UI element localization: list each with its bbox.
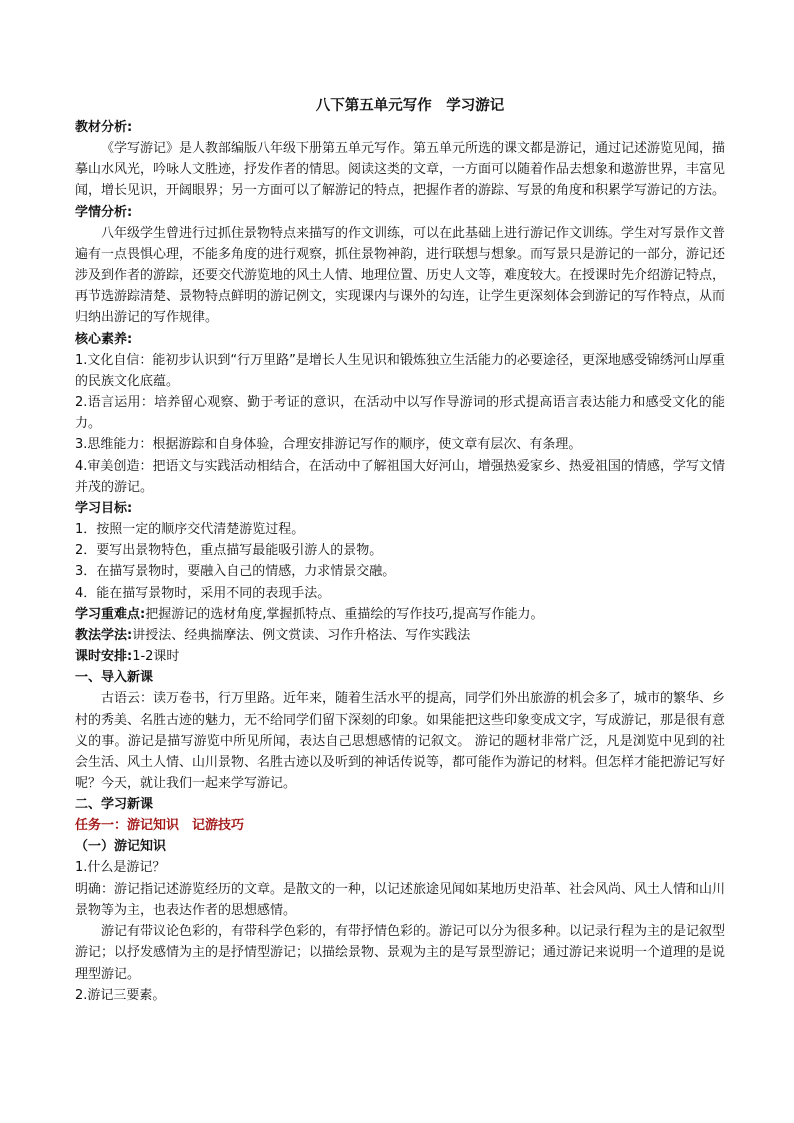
fangfa-text: 讲授法、经典揣摩法、例文赏读、习作升格法、写作实践法 xyxy=(132,628,471,644)
keshi-line xyxy=(75,646,725,667)
paragraph-xueqing: 八年级学生曾进行过抓住景物特点来描写的作文训练，可以在此基础上进行游记作文训练。学生对写景作文普遍有一点畏惧心理，不能多角度的进行观察，抓住景物神韵，进行联想与想象。而写景只是游记的一部分，游记还涉及到作者的游踪，还要交代游览地的风土人情、地理位置、历史人文等，难度较大。在授课时先介绍游记特点，再节选游踪清楚、景物特点鲜明的游记例文，实现课内与课外的勾连，让学生更深刻体会到游记的写作特点，从而归纳出游记的写作规律。 xyxy=(75,225,726,326)
answer-1b: 游记有带议论色彩的，有带科学色彩的，有带抒情色彩的。游记可以分为很多种。以记录行程为主的是记叙型游记；以抒发感情为主的是抒情型游记；以描绘景物、景观为主的是写景型游记；通过游记来说明一个道理的是说理型游记。 xyxy=(75,924,726,982)
heading-part1: 一、导入新课 xyxy=(75,670,154,686)
question-2: 2.游记三要素。 xyxy=(75,987,166,1003)
heading-zhongnan: 学习重难点: xyxy=(75,606,146,622)
heading-sub1: （一）游记知识 xyxy=(75,839,167,855)
heading-xueqing: 学情分析: xyxy=(75,204,133,220)
list-item: 2．要写出景物特色，重点描写最能吸引游人的景物。 xyxy=(75,543,383,559)
heading-fangfa: 教法学法: xyxy=(75,628,133,644)
list-item: 4．能在描写景物时，采用不同的表现手法。 xyxy=(75,585,331,601)
list-item: 3．在描写景物时，要融入自己的情感，力求情景交融。 xyxy=(75,564,396,580)
answer-1: 明确：游记指记述游览经历的文章。是散文的一种，以记述旅途见闻如某地历史沿革、社会风尚、风土人情和山川景物等为主，也表达作者的思想感情。 xyxy=(75,881,726,918)
page-title: 八下第五单元写作 学习游记 xyxy=(315,98,505,114)
heading-part2: 二、学习新课 xyxy=(75,797,154,813)
zhongnan-text: 把握游记的选材角度,掌握抓特点、重描绘的写作技巧,提高写作能力。 xyxy=(145,606,544,622)
heading-suyang: 核心素养: xyxy=(75,331,133,347)
paragraph-part1: 古语云：读万卷书，行万里路。近年来，随着生活水平的提高，同学们外出旅游的机会多了，城市的繁华、乡村的秀美、名胜古迹的魅力，无不给同学们留下深刻的印象。如果能把这些印象变成文字，写成游记，那是很有意义的事。游记是描写游览中所见所闻，表达自己思想感情的记叙文。 游记的题材非常广泛，凡是浏览中见到的社会生活、风土人情、山川景物、名胜古迹以及听到的神话传说等，都可能作为游记的材料。但怎样才能把游记写好呢？今天，就让我们一起来学写游记。 xyxy=(75,691,726,792)
list-item: 4.审美创造：把语文与实践活动相结合，在活动中了解祖国大好河山，增强热爱家乡、热爱祖国的情感，学写文情并茂的游记。 xyxy=(75,458,725,495)
document-page xyxy=(75,96,725,1006)
list-item: 2.语言运用：培养留心观察、勤于考证的意识，在活动中以写作导游词的形式提高语言表达能力和感受文化的能力。 xyxy=(75,395,725,432)
heading-task1: 任务一：游记知识 记游技巧 xyxy=(75,818,245,834)
list-item: 1.文化自信：能初步认识到“行万里路”是增长人生见识和锻炼独立生活能力的必要途径，更深地感受锦绣河山厚重的民族文化底蕴。 xyxy=(75,352,725,389)
list-item: 3.思维能力：根据游踪和自身体验，合理安排游记写作的顺序，使文章有层次、有条理。 xyxy=(75,437,582,453)
paragraph-jiaocai: 《学写游记》是人教部编版八年级下册第五单元写作。第五单元所选的课文都是游记，通过记述游览见闻，描摹山水风光，吟咏人文胜迹，抒发作者的情思。阅读这类的文章，一方面可以随着作品去想象和遨游世界，丰富见闻，增长见识，开阔眼界；另一方面可以了解游记的特点，把握作者的游踪、写景的角度和积累学写游记的方法。 xyxy=(75,141,726,199)
question-1: 1.什么是游记？ xyxy=(75,860,166,876)
zhongnan-line xyxy=(75,604,725,625)
keshi-text: 1-2课时 xyxy=(132,649,180,665)
fangfa-line xyxy=(75,625,725,646)
heading-keshi: 课时安排: xyxy=(75,649,133,665)
heading-jiaocai: 教材分析: xyxy=(75,120,133,135)
list-item: 1．按照一定的顺序交代清楚游览过程。 xyxy=(75,522,305,538)
heading-mubiao: 学习目标: xyxy=(75,501,133,517)
